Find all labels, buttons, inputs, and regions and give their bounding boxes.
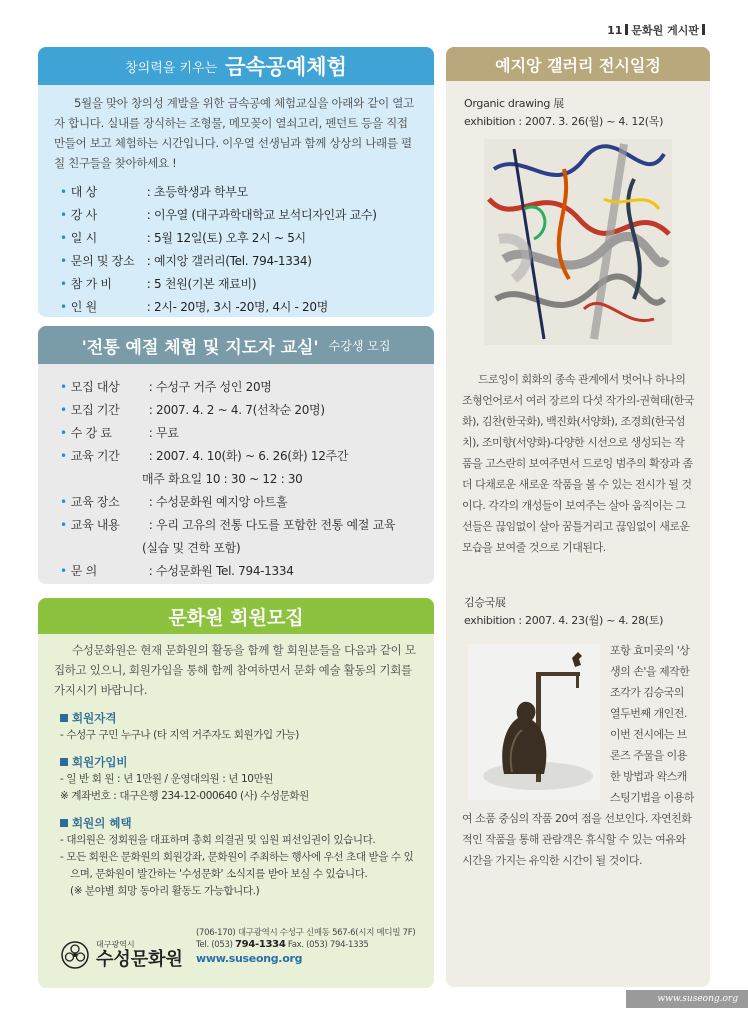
exhibition1-name: Organic drawing 展 xyxy=(464,97,564,110)
membership-benefit-text: - 대의원은 정회원을 대표하며 총회 의결권 및 임원 피선임권이 있습니다. xyxy=(60,834,376,846)
etiquette-title xyxy=(38,326,434,364)
site-url-footer: www.suseong.org xyxy=(626,990,748,1008)
exhibition2-description: 포항 효미곶의 '상생의 손'을 제작한 조각가 김승국의 열두번째 개인전. 이번 전시에는 브론즈 주물을 이용한 방법과 왁스캐스팅기법을 이용하여 소품 중심의 작품 20여 점을 선보인다. 자연친화적인 작품을 통해 관람객은 휴식할 수 있는 여유와 시간을 가지는 유익한 시간이 될 것이다. xyxy=(462,644,695,867)
square-bullet-icon xyxy=(60,819,68,827)
metal-craft-title-main: 금속공예체험 xyxy=(225,55,347,79)
etiquette-title-post: 수강생 모집 xyxy=(328,338,391,353)
divider-bar xyxy=(625,24,628,35)
membership-section xyxy=(38,598,434,988)
metal-craft-info-list xyxy=(38,173,434,317)
membership-benefit-text: (※ 분야별 희망 동아리 활동도 가능합니다.) xyxy=(70,885,260,897)
exhibition2-content xyxy=(446,640,710,871)
list-item: • 인 원 : 2시- 20명, 3시 -20명, 4시 - 20명 xyxy=(60,300,329,314)
org-contact xyxy=(196,927,415,966)
bronze-sculpture-image xyxy=(468,644,600,800)
list-item: • 교육 내용 : 우리 고유의 전통 다도를 포함한 전통 예절 교육 xyxy=(60,518,396,532)
divider-bar xyxy=(702,24,705,35)
list-item: • 대 상 : 초등학생과 학부모 xyxy=(60,185,248,199)
membership-qualification-text: - 수성구 구민 누구나 (타 지역 거주자도 회원가입 가능) xyxy=(60,729,299,741)
metal-craft-intro: 5월을 맞아 창의성 계발을 위한 금속공예 체험교실을 아래와 같이 열고자 합니다. 실내를 장식하는 조형물, 메모꽂이 열쇠고리, 펜던트 등을 직접 만들어 보고 체험하는 시간입니다. 이우열 선생님과 함께 상상의 나래를 펼칠 친구들을 찾아하세요 ! xyxy=(54,96,414,170)
metal-craft-title-pre: 창의력을 키우는 xyxy=(125,60,218,76)
abstract-painting-image xyxy=(484,139,672,345)
square-bullet-icon xyxy=(60,758,68,766)
org-address: (706-170) 대구광역시 수성구 신매동 567-6(시지 메디빌 7F) xyxy=(196,928,416,938)
list-item-continuation: (실습 및 견학 포함) xyxy=(142,541,241,555)
org-region: 대구광역시 xyxy=(96,940,135,949)
metal-craft-title xyxy=(38,47,434,85)
list-item: • 참 가 비 : 5 천원(기본 재료비) xyxy=(60,277,257,291)
metal-craft-section xyxy=(38,47,434,317)
org-phone: Tel. (053) 794-1334 Fax. (053) 794-1335 xyxy=(196,939,369,950)
list-item: • 모집 기간 : 2007. 4. 2 ~ 4. 7(선착순 20명) xyxy=(60,403,325,417)
exhibition1-date: exhibition : 2007. 3. 26(월) ~ 4. 12(목) xyxy=(464,115,664,128)
list-item: • 일 시 : 5월 12일(토) 오후 2시 ~ 5시 xyxy=(60,231,306,245)
square-bullet-icon xyxy=(60,714,68,722)
etiquette-info-list xyxy=(38,364,434,583)
org-logo xyxy=(60,940,183,970)
page-header xyxy=(607,22,708,38)
membership-benefit-text: 으며, 문화원이 발간하는 '수성문화' 소식지를 받아 보실 수 있습니다. xyxy=(70,868,368,880)
membership-intro: 수성문화원은 현재 문화원의 활동을 함께 할 회원분들을 다음과 같이 모집하고 있으니, 회원가입을 통해 함께 참여하면서 문화 예술 활동의 기회를 가지시기 바랍니다. xyxy=(54,643,416,697)
gallery-section xyxy=(446,47,710,987)
membership-fee-text: - 일 반 회 원 : 년 1만원 / 운영대의원 : 년 10만원 xyxy=(60,773,274,785)
page-section-label: 문화원 게시판 xyxy=(631,24,699,37)
membership-details xyxy=(38,709,434,900)
etiquette-title-main: '전통 예절 체험 및 지도자 교실' xyxy=(81,337,319,358)
membership-account-text: ※ 계좌번호 : 대구은행 234-12-000640 (사) 수성문화원 xyxy=(60,790,309,802)
org-website-link[interactable]: www.suseong.org xyxy=(196,952,303,965)
page-number: 11 xyxy=(607,24,623,37)
membership-title xyxy=(38,598,434,634)
org-emblem-icon xyxy=(60,940,90,970)
etiquette-section xyxy=(38,326,434,584)
list-item: • 문의 및 장소 : 예지앙 갤러리(Tel. 794-1334) xyxy=(60,254,312,268)
membership-title-text: 문화원 회원모집 xyxy=(168,606,304,629)
exhibition2-name: 김승국展 xyxy=(464,596,506,609)
membership-benefit-text: - 모든 회원은 문화원의 회원강좌, 문화원이 주최하는 행사에 우선 초대 받을 수 있 xyxy=(60,851,414,863)
list-item: • 교육 기간 : 2007. 4. 10(화) ~ 6. 26(화) 12주간 xyxy=(60,449,349,463)
membership-qualification-heading: 회원자격 xyxy=(60,709,420,727)
membership-fee-heading: 회원가입비 xyxy=(60,753,420,771)
list-item: • 문 의 : 수성문화원 Tel. 794-1334 xyxy=(60,564,294,578)
gallery-title: 예지앙 갤러리 전시일정 xyxy=(446,47,710,81)
list-item: • 강 사 : 이우열 (대구과학대학교 보석디자인과 교수) xyxy=(60,208,377,222)
list-item: • 수 강 료 : 무료 xyxy=(60,426,179,440)
list-item: • 교육 장소 : 수성문화원 예지앙 아트홀 xyxy=(60,495,288,509)
org-name: 수성문화원 xyxy=(96,949,183,970)
list-item-continuation: 매주 화요일 10 : 30 ~ 12 : 30 xyxy=(142,472,303,486)
membership-benefit-heading: 회원의 혜택 xyxy=(60,814,420,832)
exhibition1-description: 드로잉이 회화의 종속 관계에서 벗어나 하나의 조형언어로서 여러 장르의 다섯 작가의-권혁태(한국화), 김찬(한국화), 백진화(서양화), 조경희(한국섬치), 조미향(서양화)-다양한 시선으로 생성되는 작품을 고스란히 보여주면서 드로잉 범주의 확장과 좀 더 다채로운 새로운 작품을 볼 수 있는 전시가 될 것이다. 각각의 개성들이 보여주는 살아 움직이는 그 선들은 끊임없이 살아 꿈틀거리고 끊임없이 새로운 모습을 보여줄 것으로 기대된다. xyxy=(462,373,694,554)
exhibition2-date: exhibition : 2007. 4. 23(월) ~ 4. 28(토) xyxy=(464,614,664,627)
list-item: • 모집 대상 : 수성구 거주 성인 20명 xyxy=(60,380,272,394)
